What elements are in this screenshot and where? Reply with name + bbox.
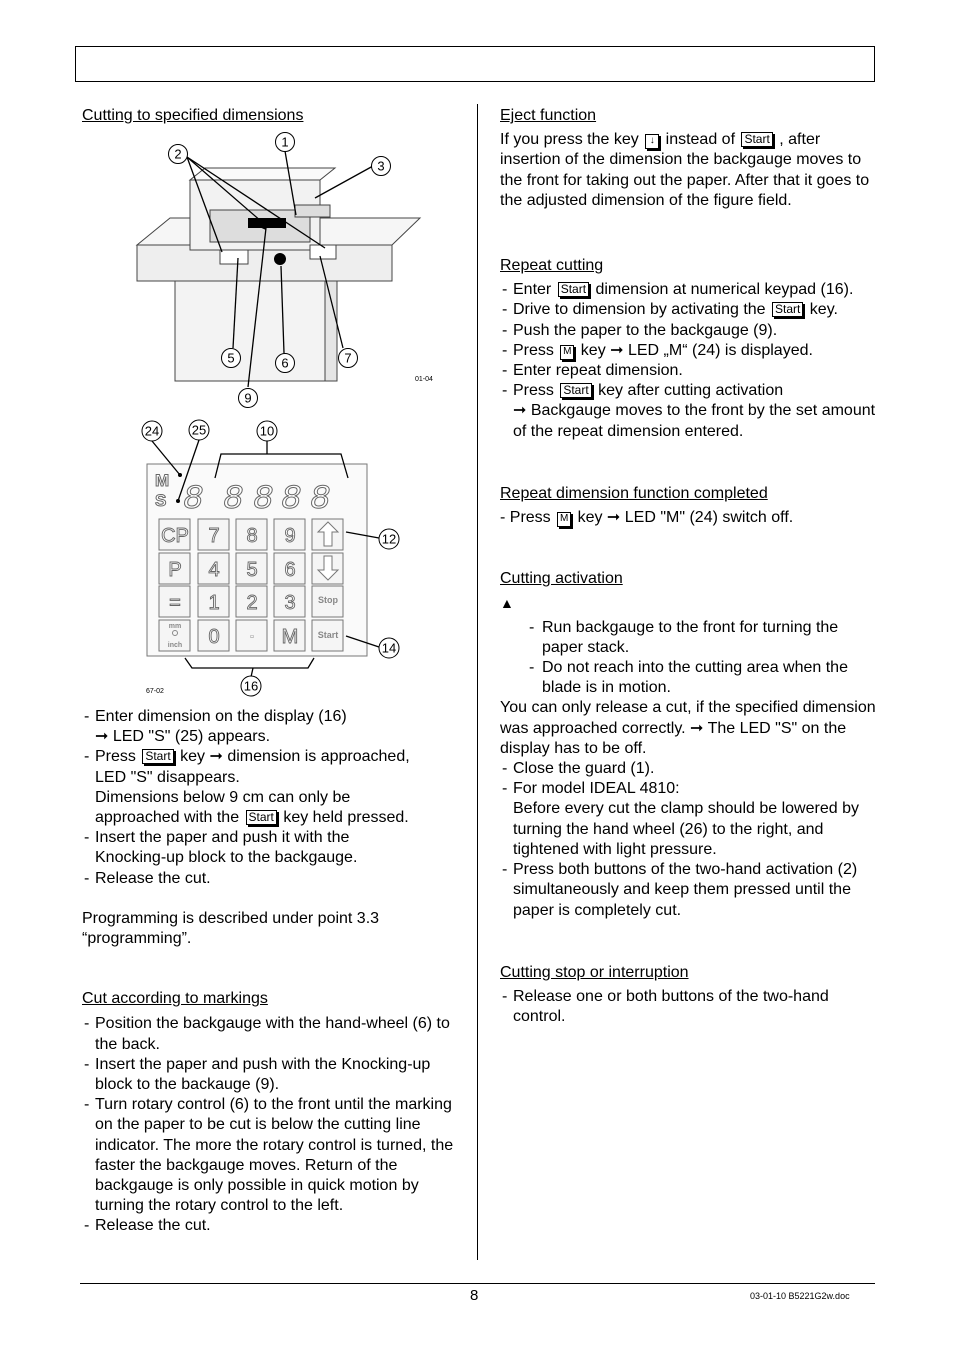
list-item: - Press Start key ➞ dimension is approached, LED "S" disappears. Dimensions below 9 cm can only be approached with the Start key held pressed. xyxy=(82,747,462,828)
m-key-icon: M xyxy=(557,512,571,527)
instruction-list-markings xyxy=(82,1014,462,1236)
key-9: 9 xyxy=(284,525,296,547)
key-4: 4 xyxy=(208,559,220,581)
section-heading-eject: Eject function xyxy=(500,107,597,124)
start-key-icon: Start xyxy=(741,132,772,147)
key-inch-label: inch xyxy=(167,642,183,649)
header-box xyxy=(75,46,875,82)
instruction-list-cutting xyxy=(82,707,462,889)
key-mm-label: mm xyxy=(168,623,182,630)
key-2: 2 xyxy=(246,592,258,614)
instruction-list-stop xyxy=(500,987,876,1027)
led-m-label: M xyxy=(155,471,170,490)
key-cp: CP xyxy=(161,525,189,547)
start-key-icon: Start xyxy=(560,383,591,398)
activation-paragraph: You can only release a cut, if the specified dimension was approached correctly. ➞ The LED "S" on the display has to be off. xyxy=(500,699,876,757)
callout-24: 24 xyxy=(144,423,160,439)
list-item: - Insert the paper and push with the Knocking-up block to the backauge (9). xyxy=(82,1055,462,1095)
callout-9: 9 xyxy=(244,390,252,406)
page-number: 8 xyxy=(470,1287,479,1304)
callout-12: 12 xyxy=(381,531,397,547)
key-dot: ▫ xyxy=(250,631,254,643)
svg-text:8: 8 xyxy=(253,481,274,519)
svg-text:8: 8 xyxy=(183,481,204,519)
callout-5: 5 xyxy=(227,350,235,366)
callout-7: 7 xyxy=(344,350,352,366)
svg-text:8: 8 xyxy=(310,481,331,519)
right-column xyxy=(500,106,876,1027)
section-heading-cutting-specified: Cutting to specified dimensions xyxy=(82,107,304,124)
callout-25: 25 xyxy=(191,422,207,438)
start-key-icon: Start xyxy=(142,749,173,764)
list-item: - Push the paper to the backgauge (9). xyxy=(500,321,876,341)
key-equals: = xyxy=(169,592,181,614)
left-column xyxy=(82,106,462,126)
list-item: - Release the cut. xyxy=(82,869,462,889)
list-item: - Insert the paper and push it with the Knocking-up block to the backgauge. xyxy=(82,828,462,868)
list-item: - Press both buttons of the two-hand activation (2) simultaneously and keep them pressed until the paper is completely cut. xyxy=(500,860,876,921)
list-item: - Press Start key after cutting activation ➞ Backgauge moves to the front by the set amount of the repeat dimension entered. xyxy=(500,381,876,442)
rotary-control-6 xyxy=(274,253,286,265)
document-reference: 03-01-10 B5221G2w.doc xyxy=(750,1291,850,1301)
callout-10: 10 xyxy=(259,423,275,439)
callout-14: 14 xyxy=(381,640,397,656)
figure-code-2: 67-02 xyxy=(146,688,164,695)
list-item: - Enter dimension on the display (16) ➞ LED "S" (25) appears. xyxy=(82,707,462,747)
start-key-icon: Start xyxy=(246,810,277,825)
callout-2: 2 xyxy=(174,146,182,162)
figure-code-1: 01-04 xyxy=(415,376,433,383)
arrow-down-key-icon: ↓ xyxy=(645,134,659,149)
footer-rule xyxy=(80,1283,875,1284)
list-item: - Release the cut. xyxy=(82,1216,462,1236)
list-item: - For model IDEAL 4810: Before every cut the clamp should be lowered by turning the hand wheel (26) to the right, and tightened with light pressure. xyxy=(500,779,876,860)
control-panel-illustration xyxy=(135,418,405,700)
key-1: 1 xyxy=(208,592,220,614)
section-heading-repeat-done: Repeat dimension function completed xyxy=(500,484,768,502)
left-column-text xyxy=(82,707,462,1237)
column-divider xyxy=(477,104,478,1260)
m-key-icon: M xyxy=(560,345,574,360)
led-s-label: S xyxy=(155,491,167,510)
section-heading-repeat: Repeat cutting xyxy=(500,257,604,275)
key-stop: Stop xyxy=(318,595,338,605)
list-item: - Enter repeat dimension. xyxy=(500,361,876,381)
warning-list xyxy=(500,618,876,699)
key-start: Start xyxy=(317,630,339,640)
key-5: 5 xyxy=(246,559,258,581)
list-item: - Release one or both buttons of the two-hand control. xyxy=(500,987,876,1027)
key-m: M xyxy=(281,626,299,648)
eject-paragraph: If you press the key ↓ instead of Start , after insertion of the dimension the backgauge moves to the front for taking out the paper. After that it goes to the adjusted dimension of the figure field. xyxy=(500,131,870,209)
list-item: - Turn rotary control (6) to the front until the marking on the paper to be cut is below the cutting line indicator. The more the rotary control is turned, the faster the backgauge moves. Return of the backgauge is only possible in quick motion by turning the rotary control to the left. xyxy=(82,1095,462,1216)
key-6: 6 xyxy=(284,559,296,581)
list-item: - Run backgauge to the front for turning the paper stack. xyxy=(500,618,876,658)
key-8: 8 xyxy=(246,525,258,547)
callout-1: 1 xyxy=(281,134,289,150)
svg-text:8: 8 xyxy=(223,481,244,519)
warning-icon: ▲ xyxy=(500,595,514,612)
key-7: 7 xyxy=(208,525,220,547)
key-0: 0 xyxy=(208,626,220,648)
svg-text:8: 8 xyxy=(281,481,302,519)
instruction-list-activation xyxy=(500,759,876,921)
programming-note: Programming is described under point 3.3 “programming”. xyxy=(82,909,380,948)
list-item: - Close the guard (1). xyxy=(500,759,876,779)
start-key-icon: Start xyxy=(772,302,803,317)
list-item: - Press M key ➞ LED „M“ (24) is displayed. xyxy=(500,341,876,361)
list-item: - Do not reach into the cutting area when the blade is in motion. xyxy=(500,658,876,698)
key-3: 3 xyxy=(284,592,296,614)
key-p: P xyxy=(168,559,182,581)
start-key-icon: Start xyxy=(558,282,589,297)
section-heading-stop: Cutting stop or interruption xyxy=(500,963,689,981)
section-heading-cut-markings: Cut according to markings xyxy=(82,990,268,1008)
machine-illustration xyxy=(130,130,450,415)
callout-3: 3 xyxy=(377,158,385,174)
list-item: - Drive to dimension by activating the Start key. xyxy=(500,300,876,320)
list-item: - Enter Start dimension at numerical keypad (16). xyxy=(500,280,876,300)
instruction-list-repeat xyxy=(500,280,876,442)
repeat-done-paragraph: - Press M key ➞ LED "M" (24) switch off. xyxy=(500,509,794,527)
callout-16: 16 xyxy=(243,678,259,694)
callout-6: 6 xyxy=(281,355,289,371)
list-item: - Position the backgauge with the hand-wheel (6) to the back. xyxy=(82,1014,462,1054)
section-heading-activation: Cutting activation xyxy=(500,570,623,588)
